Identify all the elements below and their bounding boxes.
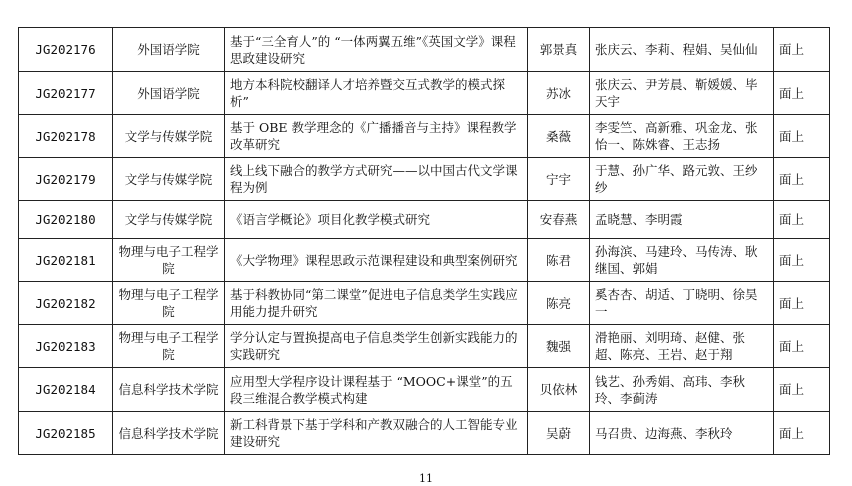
project-title: 新工科背景下基于学科和产教双融合的人工智能专业建设研究	[225, 412, 528, 455]
project-members: 马召贵、边海燕、李秋玲	[590, 412, 774, 455]
project-type: 面上	[774, 28, 830, 72]
project-leader: 贝依林	[528, 368, 590, 412]
table-row	[19, 201, 830, 239]
project-title: 《大学物理》课程思政示范课程建设和典型案例研究	[225, 239, 528, 282]
page-number: 11	[419, 472, 433, 485]
table-row	[19, 325, 830, 368]
project-leader: 陈亮	[528, 282, 590, 325]
table-row	[19, 412, 830, 455]
project-id: JG202185	[19, 412, 113, 455]
project-type: 面上	[774, 72, 830, 115]
project-title: 《语言学概论》项目化教学模式研究	[225, 201, 528, 239]
college-name: 物理与电子工程学院	[113, 325, 225, 368]
project-title: 线上线下融合的教学方式研究——以中国古代文学课程为例	[225, 158, 528, 201]
project-title: 基于“三全育人”的 “一体两翼五维”《英国文学》课程思政建设研究	[225, 28, 528, 72]
project-members: 奚杏杏、胡适、丁晓明、徐昊一	[590, 282, 774, 325]
project-type: 面上	[774, 412, 830, 455]
college-name: 信息科学技术学院	[113, 368, 225, 412]
project-members: 张庆云、李莉、程娟、吴仙仙	[590, 28, 774, 72]
project-title: 地方本科院校翻译人才培养暨交互式教学的模式探析”	[225, 72, 528, 115]
project-leader: 魏强	[528, 325, 590, 368]
college-name: 外国语学院	[113, 72, 225, 115]
project-type: 面上	[774, 239, 830, 282]
project-type: 面上	[774, 282, 830, 325]
college-name: 文学与传媒学院	[113, 158, 225, 201]
college-name: 信息科学技术学院	[113, 412, 225, 455]
project-members: 于慧、孙广华、路元敦、王纱纱	[590, 158, 774, 201]
project-type: 面上	[774, 158, 830, 201]
project-id: JG202184	[19, 368, 113, 412]
table-row	[19, 368, 830, 412]
project-members: 滑艳丽、刘明琦、赵健、张超、陈亮、王岩、赵于翔	[590, 325, 774, 368]
college-name: 物理与电子工程学院	[113, 282, 225, 325]
project-id: JG202182	[19, 282, 113, 325]
project-members: 孟晓慧、李明霞	[590, 201, 774, 239]
project-leader: 桑薇	[528, 115, 590, 158]
table-row	[19, 72, 830, 115]
project-leader: 苏冰	[528, 72, 590, 115]
project-leader: 安春燕	[528, 201, 590, 239]
project-members: 李雯竺、高新雅、巩金龙、张怡一、陈姝睿、王志扬	[590, 115, 774, 158]
project-type: 面上	[774, 325, 830, 368]
project-leader: 郭景真	[528, 28, 590, 72]
table-row	[19, 158, 830, 201]
project-leader: 吴蔚	[528, 412, 590, 455]
project-id: JG202178	[19, 115, 113, 158]
project-title: 基于 OBE 教学理念的《广播播音与主持》课程教学改革研究	[225, 115, 528, 158]
table-row	[19, 28, 830, 72]
project-leader: 宁宇	[528, 158, 590, 201]
table-row	[19, 239, 830, 282]
project-type: 面上	[774, 115, 830, 158]
project-title: 应用型大学程序设计课程基于 “MOOC+课堂”的五段三维混合教学模式构建	[225, 368, 528, 412]
project-id: JG202179	[19, 158, 113, 201]
table-row	[19, 282, 830, 325]
project-id: JG202181	[19, 239, 113, 282]
project-id: JG202183	[19, 325, 113, 368]
project-id: JG202180	[19, 201, 113, 239]
project-type: 面上	[774, 368, 830, 412]
project-leader: 陈君	[528, 239, 590, 282]
college-name: 文学与传媒学院	[113, 115, 225, 158]
college-name: 文学与传媒学院	[113, 201, 225, 239]
project-members: 张庆云、尹芳晨、靳媛媛、毕天宇	[590, 72, 774, 115]
college-name: 物理与电子工程学院	[113, 239, 225, 282]
project-type: 面上	[774, 201, 830, 239]
college-name: 外国语学院	[113, 28, 225, 72]
project-members: 钱艺、孙秀娟、高玮、李秋玲、李蓟涛	[590, 368, 774, 412]
project-title: 学分认定与置换提高电子信息类学生创新实践能力的实践研究	[225, 325, 528, 368]
table-row	[19, 115, 830, 158]
project-members: 孙海滨、马建玲、马传涛、耿继国、郭娟	[590, 239, 774, 282]
project-title: 基于科教协同“第二课堂”促进电子信息类学生实践应用能力提升研究	[225, 282, 528, 325]
project-table	[18, 27, 830, 455]
project-id: JG202177	[19, 72, 113, 115]
project-id: JG202176	[19, 28, 113, 72]
